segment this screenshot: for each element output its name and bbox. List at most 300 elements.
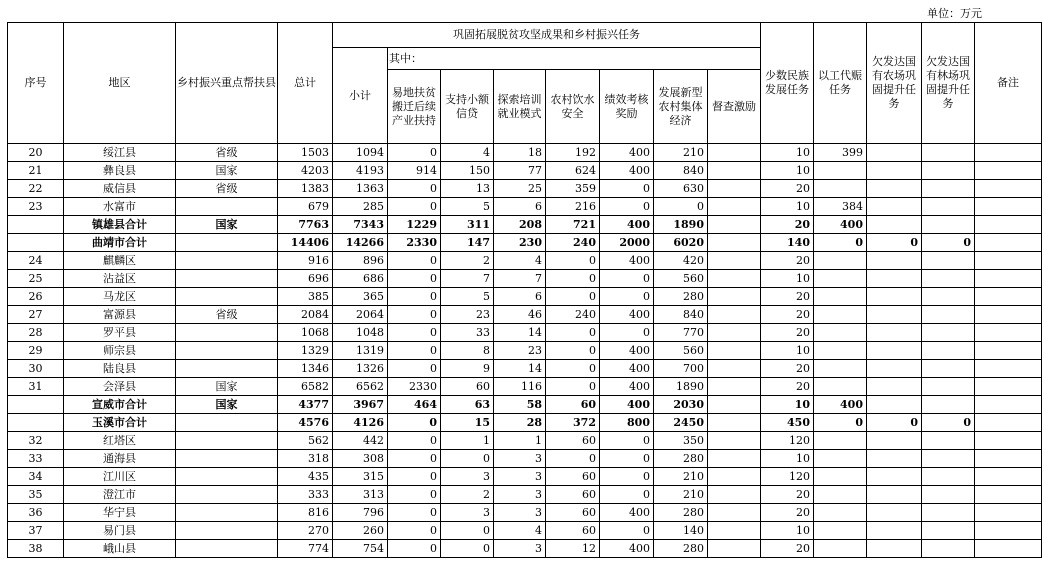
table-header	[8, 23, 1042, 144]
cell-seq: 28	[8, 324, 64, 342]
cell-total: 4203	[278, 162, 333, 180]
cell-sup	[708, 360, 761, 378]
cell-micro: 3	[441, 504, 494, 522]
cell-min: 10	[761, 270, 814, 288]
cell-train: 7	[494, 270, 546, 288]
cell-level: 省级	[176, 180, 278, 198]
cell-train: 58	[494, 396, 546, 414]
cell-micro: 63	[441, 396, 494, 414]
cell-sub: 1326	[333, 360, 388, 378]
cell-min: 20	[761, 288, 814, 306]
cell-total: 14406	[278, 234, 333, 252]
cell-reloc: 464	[388, 396, 441, 414]
header-performance: 绩效考核奖励	[600, 70, 654, 144]
cell-seq: 23	[8, 198, 64, 216]
cell-seq: 35	[8, 486, 64, 504]
cell-perf: 0	[600, 468, 654, 486]
cell-reloc: 0	[388, 342, 441, 360]
cell-sub: 442	[333, 432, 388, 450]
cell-min: 120	[761, 432, 814, 450]
cell-micro: 7	[441, 270, 494, 288]
cell-work	[814, 288, 867, 306]
cell-farm	[867, 306, 922, 324]
cell-note	[975, 486, 1042, 504]
cell-total: 7763	[278, 216, 333, 234]
cell-seq: 29	[8, 342, 64, 360]
cell-region: 曲靖市合计	[64, 234, 176, 252]
cell-region: 马龙区	[64, 288, 176, 306]
cell-level	[176, 468, 278, 486]
cell-reloc: 0	[388, 180, 441, 198]
cell-train: 3	[494, 450, 546, 468]
cell-seq: 36	[8, 504, 64, 522]
cell-total: 562	[278, 432, 333, 450]
table-row	[8, 342, 1042, 360]
header-subtotal: 小计	[333, 48, 388, 144]
cell-note	[975, 540, 1042, 558]
cell-micro: 0	[441, 450, 494, 468]
cell-reloc: 0	[388, 144, 441, 162]
cell-farm: 0	[867, 234, 922, 252]
cell-region: 威信县	[64, 180, 176, 198]
cell-seq: 34	[8, 468, 64, 486]
cell-farm	[867, 378, 922, 396]
cell-coll: 1890	[654, 378, 708, 396]
cell-seq: 26	[8, 288, 64, 306]
subtotal-row	[8, 396, 1042, 414]
cell-perf: 400	[600, 378, 654, 396]
cell-train: 14	[494, 324, 546, 342]
cell-work	[814, 162, 867, 180]
cell-level	[176, 288, 278, 306]
cell-train: 25	[494, 180, 546, 198]
cell-micro: 23	[441, 306, 494, 324]
cell-total: 916	[278, 252, 333, 270]
cell-level	[176, 360, 278, 378]
cell-reloc: 2330	[388, 378, 441, 396]
cell-seq: 25	[8, 270, 64, 288]
cell-level	[176, 324, 278, 342]
cell-min: 20	[761, 378, 814, 396]
cell-note	[975, 144, 1042, 162]
cell-sup	[708, 540, 761, 558]
cell-note	[975, 288, 1042, 306]
cell-water: 0	[546, 342, 600, 360]
cell-sup	[708, 486, 761, 504]
cell-perf: 0	[600, 522, 654, 540]
cell-reloc: 0	[388, 468, 441, 486]
cell-level: 国家	[176, 378, 278, 396]
cell-note	[975, 234, 1042, 252]
table-row	[8, 504, 1042, 522]
cell-perf: 0	[600, 486, 654, 504]
table-body	[8, 144, 1042, 558]
cell-sub: 1319	[333, 342, 388, 360]
table-row	[8, 324, 1042, 342]
cell-total: 1068	[278, 324, 333, 342]
cell-micro: 147	[441, 234, 494, 252]
cell-sup	[708, 162, 761, 180]
cell-region: 宣威市合计	[64, 396, 176, 414]
cell-perf: 800	[600, 414, 654, 432]
cell-total: 1503	[278, 144, 333, 162]
cell-reloc: 0	[388, 486, 441, 504]
cell-level	[176, 198, 278, 216]
cell-region: 澄江市	[64, 486, 176, 504]
cell-coll: 140	[654, 522, 708, 540]
cell-micro: 0	[441, 540, 494, 558]
cell-water: 372	[546, 414, 600, 432]
cell-seq	[8, 216, 64, 234]
cell-perf: 0	[600, 432, 654, 450]
cell-region: 玉溪市合计	[64, 414, 176, 432]
cell-level	[176, 432, 278, 450]
cell-reloc: 0	[388, 450, 441, 468]
cell-sub: 1048	[333, 324, 388, 342]
cell-level: 国家	[176, 396, 278, 414]
table-row	[8, 540, 1042, 558]
cell-sup	[708, 216, 761, 234]
cell-note	[975, 162, 1042, 180]
cell-perf: 0	[600, 288, 654, 306]
table-row	[8, 252, 1042, 270]
cell-micro: 5	[441, 288, 494, 306]
cell-work	[814, 522, 867, 540]
unit-label: 单位：万元	[927, 7, 982, 20]
cell-farm	[867, 342, 922, 360]
cell-farm	[867, 270, 922, 288]
cell-sup	[708, 432, 761, 450]
cell-forest	[922, 378, 975, 396]
cell-sub: 4193	[333, 162, 388, 180]
cell-forest	[922, 522, 975, 540]
cell-sup	[708, 522, 761, 540]
cell-reloc: 2330	[388, 234, 441, 252]
cell-total: 679	[278, 198, 333, 216]
cell-region: 红塔区	[64, 432, 176, 450]
cell-reloc: 0	[388, 288, 441, 306]
cell-perf: 0	[600, 180, 654, 198]
cell-level	[176, 414, 278, 432]
cell-min: 10	[761, 342, 814, 360]
cell-min: 120	[761, 468, 814, 486]
cell-seq: 30	[8, 360, 64, 378]
cell-work: 0	[814, 234, 867, 252]
cell-sup	[708, 306, 761, 324]
cell-sub: 796	[333, 504, 388, 522]
cell-perf: 400	[600, 252, 654, 270]
cell-forest	[922, 486, 975, 504]
cell-forest	[922, 324, 975, 342]
cell-farm	[867, 486, 922, 504]
cell-coll: 280	[654, 504, 708, 522]
cell-micro: 0	[441, 522, 494, 540]
cell-work	[814, 252, 867, 270]
cell-sub: 896	[333, 252, 388, 270]
cell-reloc: 0	[388, 540, 441, 558]
cell-perf: 400	[600, 540, 654, 558]
cell-sup	[708, 270, 761, 288]
cell-note	[975, 522, 1042, 540]
cell-train: 4	[494, 252, 546, 270]
table-row	[8, 378, 1042, 396]
cell-micro: 2	[441, 252, 494, 270]
cell-perf: 400	[600, 216, 654, 234]
cell-reloc: 0	[388, 522, 441, 540]
cell-farm	[867, 288, 922, 306]
cell-region: 华宁县	[64, 504, 176, 522]
cell-level	[176, 270, 278, 288]
cell-water: 0	[546, 360, 600, 378]
cell-sup	[708, 504, 761, 522]
cell-farm	[867, 468, 922, 486]
header-workrelief: 以工代赈任务	[814, 23, 867, 144]
cell-farm	[867, 540, 922, 558]
cell-water: 0	[546, 252, 600, 270]
cell-total: 696	[278, 270, 333, 288]
cell-region: 罗平县	[64, 324, 176, 342]
cell-farm	[867, 396, 922, 414]
cell-min: 10	[761, 522, 814, 540]
cell-region: 沾益区	[64, 270, 176, 288]
cell-work	[814, 450, 867, 468]
cell-water: 60	[546, 522, 600, 540]
cell-coll: 420	[654, 252, 708, 270]
cell-farm	[867, 432, 922, 450]
cell-note	[975, 396, 1042, 414]
cell-coll: 210	[654, 144, 708, 162]
cell-total: 774	[278, 540, 333, 558]
cell-train: 46	[494, 306, 546, 324]
cell-coll: 6020	[654, 234, 708, 252]
cell-coll: 630	[654, 180, 708, 198]
cell-train: 4	[494, 522, 546, 540]
cell-coll: 1890	[654, 216, 708, 234]
cell-water: 0	[546, 450, 600, 468]
header-collective: 发展新型农村集体经济	[654, 70, 708, 144]
cell-work	[814, 378, 867, 396]
cell-sup	[708, 252, 761, 270]
cell-note	[975, 450, 1042, 468]
cell-forest	[922, 180, 975, 198]
cell-sub: 313	[333, 486, 388, 504]
cell-note	[975, 432, 1042, 450]
table-row	[8, 306, 1042, 324]
cell-min: 450	[761, 414, 814, 432]
cell-seq	[8, 414, 64, 432]
cell-sub: 260	[333, 522, 388, 540]
cell-farm	[867, 216, 922, 234]
cell-min: 20	[761, 216, 814, 234]
cell-level	[176, 342, 278, 360]
cell-note	[975, 198, 1042, 216]
cell-total: 1346	[278, 360, 333, 378]
cell-water: 0	[546, 288, 600, 306]
cell-coll: 280	[654, 288, 708, 306]
cell-train: 6	[494, 288, 546, 306]
cell-train: 230	[494, 234, 546, 252]
header-key-county: 乡村振兴重点帮扶县	[176, 23, 278, 144]
cell-forest	[922, 450, 975, 468]
cell-region: 水富市	[64, 198, 176, 216]
cell-seq: 38	[8, 540, 64, 558]
cell-sub: 754	[333, 540, 388, 558]
cell-forest	[922, 144, 975, 162]
cell-micro: 5	[441, 198, 494, 216]
cell-micro: 13	[441, 180, 494, 198]
table-row	[8, 522, 1042, 540]
cell-min: 10	[761, 144, 814, 162]
cell-region: 江川区	[64, 468, 176, 486]
cell-sup	[708, 378, 761, 396]
cell-seq: 27	[8, 306, 64, 324]
cell-water: 60	[546, 504, 600, 522]
subtotal-row	[8, 414, 1042, 432]
cell-sup	[708, 234, 761, 252]
cell-forest: 0	[922, 234, 975, 252]
cell-water: 0	[546, 378, 600, 396]
cell-sub: 365	[333, 288, 388, 306]
cell-train: 3	[494, 486, 546, 504]
header-supervision: 督查激励	[708, 70, 761, 144]
cell-farm	[867, 324, 922, 342]
cell-train: 3	[494, 468, 546, 486]
table-row	[8, 144, 1042, 162]
cell-total: 318	[278, 450, 333, 468]
cell-seq	[8, 396, 64, 414]
header-relocation: 易地扶贫搬迁后续产业扶持	[388, 70, 441, 144]
cell-water: 192	[546, 144, 600, 162]
cell-forest	[922, 270, 975, 288]
header-minority: 少数民族发展任务	[761, 23, 814, 144]
cell-min: 10	[761, 396, 814, 414]
cell-micro: 4	[441, 144, 494, 162]
cell-train: 116	[494, 378, 546, 396]
cell-sup	[708, 342, 761, 360]
cell-note	[975, 342, 1042, 360]
cell-train: 77	[494, 162, 546, 180]
cell-water: 240	[546, 234, 600, 252]
cell-forest	[922, 360, 975, 378]
cell-train: 3	[494, 540, 546, 558]
cell-water: 721	[546, 216, 600, 234]
cell-perf: 400	[600, 162, 654, 180]
cell-forest	[922, 216, 975, 234]
cell-work	[814, 324, 867, 342]
cell-work	[814, 180, 867, 198]
cell-perf: 400	[600, 144, 654, 162]
cell-sup	[708, 198, 761, 216]
cell-total: 4576	[278, 414, 333, 432]
cell-micro: 3	[441, 468, 494, 486]
cell-work	[814, 504, 867, 522]
cell-sub: 308	[333, 450, 388, 468]
table-row	[8, 432, 1042, 450]
cell-note	[975, 378, 1042, 396]
cell-region: 通海县	[64, 450, 176, 468]
cell-reloc: 0	[388, 198, 441, 216]
cell-water: 624	[546, 162, 600, 180]
cell-forest	[922, 468, 975, 486]
cell-region: 陆良县	[64, 360, 176, 378]
cell-sub: 6562	[333, 378, 388, 396]
cell-seq: 21	[8, 162, 64, 180]
cell-water: 359	[546, 180, 600, 198]
cell-region: 师宗县	[64, 342, 176, 360]
cell-total: 4377	[278, 396, 333, 414]
cell-note	[975, 270, 1042, 288]
header-region: 地区	[64, 23, 176, 144]
cell-region: 麒麟区	[64, 252, 176, 270]
table-row	[8, 486, 1042, 504]
cell-level	[176, 450, 278, 468]
cell-forest	[922, 306, 975, 324]
table-row	[8, 162, 1042, 180]
cell-water: 60	[546, 486, 600, 504]
cell-seq: 22	[8, 180, 64, 198]
cell-train: 23	[494, 342, 546, 360]
cell-reloc: 914	[388, 162, 441, 180]
cell-water: 60	[546, 432, 600, 450]
cell-forest	[922, 396, 975, 414]
cell-coll: 350	[654, 432, 708, 450]
cell-micro: 9	[441, 360, 494, 378]
cell-sup	[708, 396, 761, 414]
table-row	[8, 288, 1042, 306]
cell-seq: 33	[8, 450, 64, 468]
cell-reloc: 0	[388, 432, 441, 450]
header-of-which: 其中：	[388, 48, 761, 70]
cell-micro: 60	[441, 378, 494, 396]
cell-min: 10	[761, 198, 814, 216]
cell-reloc: 0	[388, 306, 441, 324]
cell-farm	[867, 450, 922, 468]
cell-forest	[922, 342, 975, 360]
cell-note	[975, 216, 1042, 234]
cell-train: 14	[494, 360, 546, 378]
cell-level	[176, 522, 278, 540]
cell-region: 镇雄县合计	[64, 216, 176, 234]
cell-water: 216	[546, 198, 600, 216]
cell-sub: 2064	[333, 306, 388, 324]
cell-total: 2084	[278, 306, 333, 324]
cell-perf: 400	[600, 360, 654, 378]
cell-seq	[8, 234, 64, 252]
cell-level	[176, 504, 278, 522]
cell-work	[814, 342, 867, 360]
cell-work	[814, 540, 867, 558]
cell-micro: 33	[441, 324, 494, 342]
cell-min: 140	[761, 234, 814, 252]
table-row	[8, 468, 1042, 486]
cell-work: 400	[814, 396, 867, 414]
cell-region: 峨山县	[64, 540, 176, 558]
cell-train: 208	[494, 216, 546, 234]
cell-coll: 2450	[654, 414, 708, 432]
cell-farm	[867, 180, 922, 198]
cell-water: 12	[546, 540, 600, 558]
cell-micro: 311	[441, 216, 494, 234]
cell-sub: 3967	[333, 396, 388, 414]
cell-perf: 0	[600, 450, 654, 468]
header-microcredit: 支持小额信贷	[441, 70, 494, 144]
allocation-table	[7, 22, 1042, 558]
cell-perf: 400	[600, 306, 654, 324]
cell-micro: 1	[441, 432, 494, 450]
cell-note	[975, 324, 1042, 342]
table-row	[8, 360, 1042, 378]
cell-farm	[867, 198, 922, 216]
